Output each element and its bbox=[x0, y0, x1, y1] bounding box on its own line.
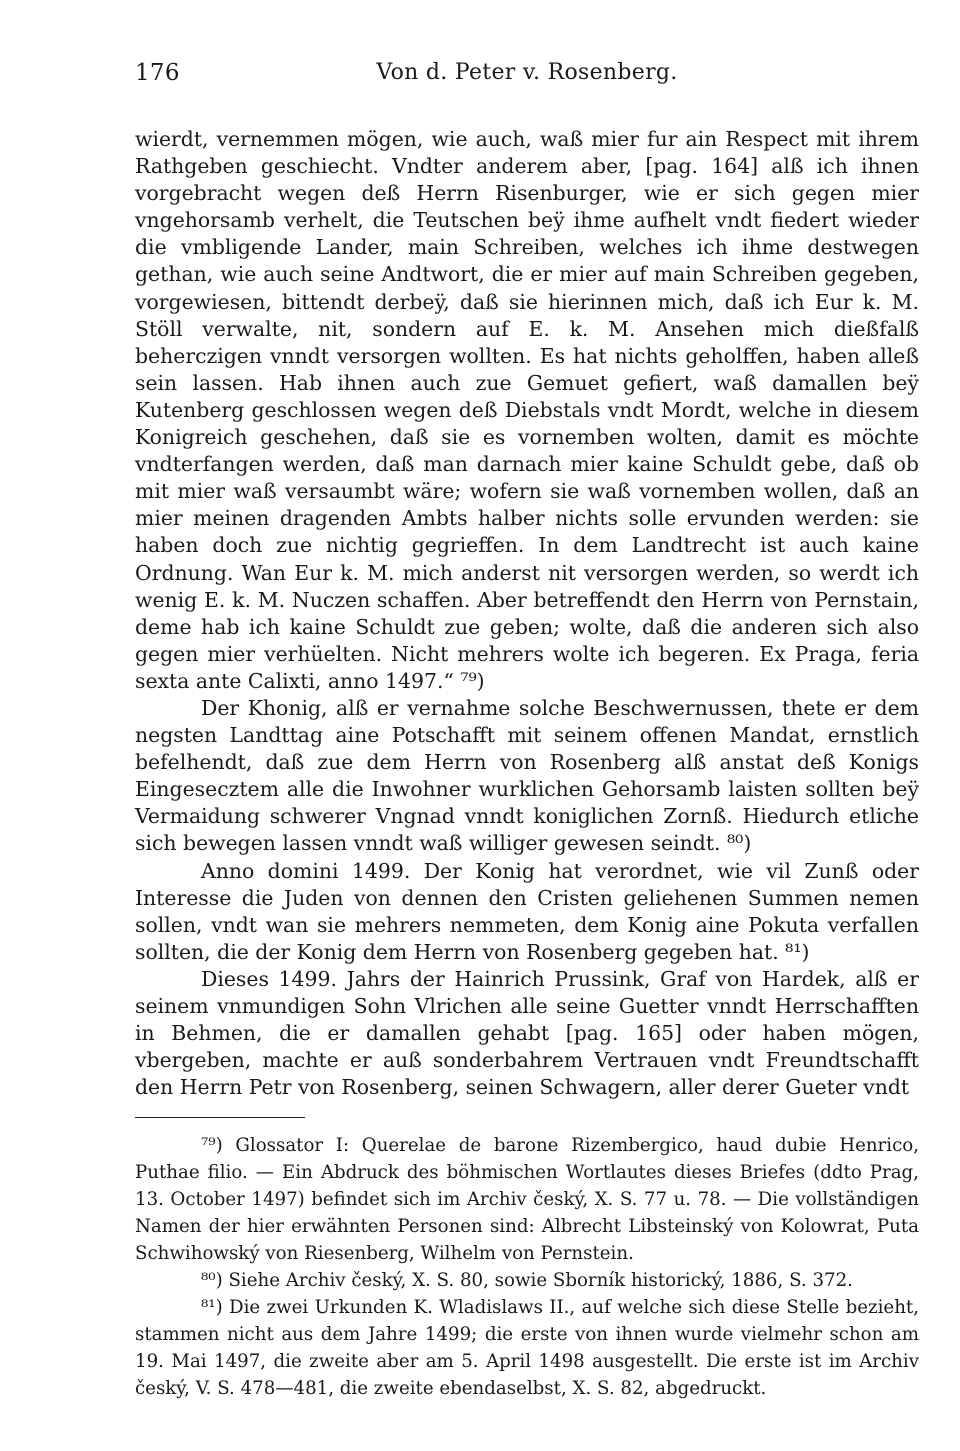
footnote-79: ⁷⁹) Glossator I: Querelae de barone Rizembergico, haud dubie Henrico, Puthae filio. — Ein Abdruck des böhmischen Wortlautes dieses Briefes (ddto Prag, 13. October 1497) befindet sich im Archiv český, X. S. 77 u. 78. — Die vollständigen Namen der hier erwähnten Personen sind: Albrecht Libsteinský von Kolowrat, Puta Schwihowský von Riesenberg, Wilhelm von Pernstein. bbox=[135, 1135, 919, 1265]
page-number: 176 bbox=[135, 60, 180, 86]
main-text bbox=[135, 126, 919, 1101]
running-title: Von d. Peter v. Rosenberg. bbox=[376, 60, 678, 85]
footnote-80: ⁸⁰) Siehe Archiv český, X. S. 80, sowie Sborník historický, 1886, S. 372. bbox=[201, 1270, 853, 1292]
footnote-81: ⁸¹) Die zwei Urkunden K. Wladislaws II., auf welche sich diese Stelle bezieht, stammen nicht aus dem Jahre 1499; die erste von ihnen wurde vielmehr schon am 19. Mai 1497, die zweite aber am 5. April 1498 ausgestellt. Die erste ist im Archiv český, V. S. 478—481, die zweite ebendaselbst, X. S. 82, abgedruckt. bbox=[135, 1297, 919, 1400]
paragraph-anno-1499: Anno domini 1499. Der Konig hat verordnet, wie vil Zunß oder Interesse die Juden von dennen den Cristen geliehenen Summen nemen sollen, vndt wan sie mehrers nemmeten, dem Konig aine Pokuta verfallen sollten, die der Konig dem Herrn von Rosenberg gegeben hat. ⁸¹) bbox=[135, 858, 919, 964]
paragraph-khonig: Der Khonig, alß er vernahme solche Beschwernussen, thete er dem negsten Landttag aine Potschafft mit seinem offenen Mandat, ernstlich befelhendt, daß zue dem Herrn von Rosenberg alß anstat deß Konigs Eingesecztem alle die Inwohner wurklichen Gehorsamb laisten sollten beÿ Vermaidung schwerer Vngnad vnndt koniglichen Zornß. Hiedurch etliche sich bewegen lassen vnndt waß williger gewesen seindt. ⁸⁰) bbox=[135, 695, 919, 856]
running-head bbox=[135, 60, 919, 94]
footnote-rule bbox=[135, 1117, 305, 1118]
paragraph-letter-continuation: wierdt, vernemmen mögen, wie auch, waß mier fur ain Respect mit ihrem Rathgeben geschiecht. Vndter anderem aber, [pag. 164] alß ich ihnen vorgebracht wegen deß Herrn Risenburger, wie er sich gegen mier vngehorsamb verhelt, die Teutschen beÿ ihme aufhelt vndt fiedert wieder die vmbligende Lander, main Schreiben, welches ich ihme destwegen gethan, wie auch seine Andtwort, die er mier auf main Schreiben gegeben, vorgewiesen, bittendt derbeÿ, daß sie hierinnen mich, daß ich Eur k. M. Stöll verwalte, nit, sondern auf E. k. M. Ansehen mich dießfalß beherczigen vnndt versorgen wollten. Es hat nichts geholffen, haben alleß sein lassen. Hab ihnen auch zue Gemuet gefiert, waß damallen beÿ Kutenberg geschlossen wegen deß Diebstals vndt Mordt, welche in diesem Konigreich geschehen, daß sie es vornemben wolten, damit es möchte vndterfangen werden, daß man darnach mier kaine Schuldt gebe, daß ob mit mier waß versaumbt wäre; wofern sie waß vornemben wollen, daß an mier meinen dragenden Ambts halber nichts solle ervunden werden: sie haben doch zue nichtig gegrieffen. In dem Landtrecht ist auch kaine Ordnung. Wan Eur k. M. mich anderst nit versorgen werden, so werdt ich wenig E. k. M. Nuczen schaffen. Aber betreffendt den Herrn von Pernstain, deme hab ich kaine Schuldt zue geben; wolte, daß die anderen sich also gegen mier verhüelten. Nicht mehrers wolte ich begeren. Ex Praga, feria sexta ante Calixti, anno 1497.“ ⁷⁹) bbox=[135, 127, 919, 693]
footnotes bbox=[135, 1132, 919, 1402]
paragraph-prussink: Dieses 1499. Jahrs der Hainrich Prussink, Graf von Hardek, alß er seinem vnmundigen Sohn Vlrichen alle seine Guetter vnndt Herrschafften in Behmen, die er damallen gehabt [pag. 165] oder haben mögen, vbergeben, machte er auß sonderbahrem Vertrauen vndt Freundtschafft den Herrn Petr von Rosenberg, seinen Schwagern, aller derer Gueter vndt bbox=[135, 966, 919, 1100]
book-page bbox=[135, 60, 919, 1402]
